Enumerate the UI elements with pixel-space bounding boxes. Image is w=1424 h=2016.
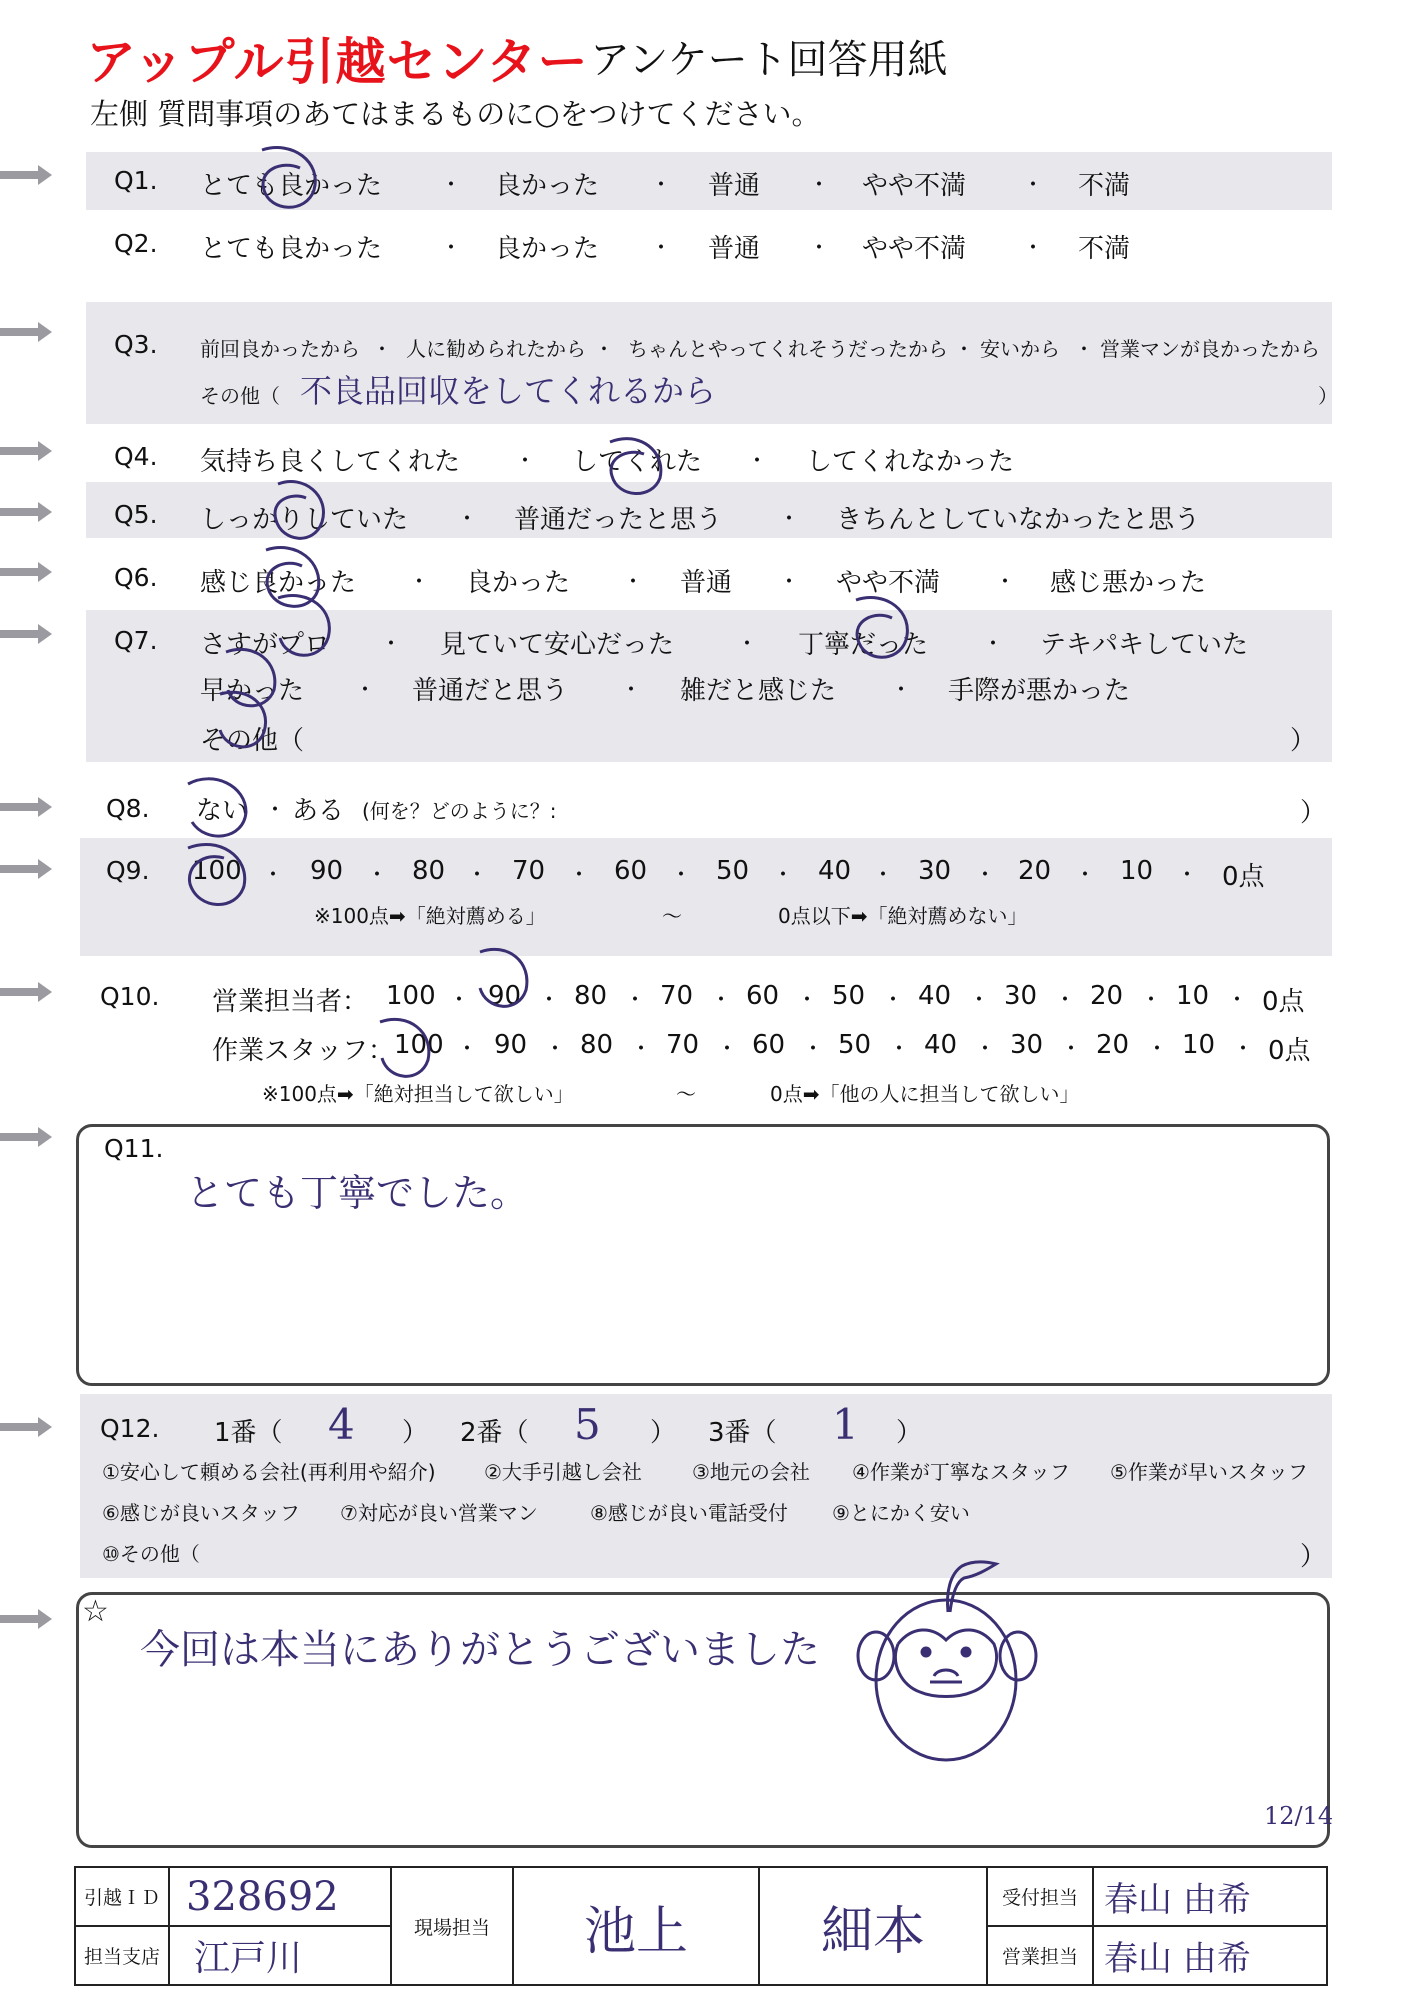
separator: ・ — [1146, 1037, 1169, 1062]
separator: ・ — [1054, 988, 1077, 1013]
q10-staff-score[interactable]: 40 — [924, 1030, 958, 1060]
q6-option[interactable]: やや不満 — [836, 568, 941, 598]
q8-close: ） — [1300, 798, 1327, 828]
q3-option[interactable]: ちゃんとやってくれそうだったから — [628, 337, 948, 361]
q3-other-answer[interactable]: 不良品回収をしてくれるから — [300, 372, 717, 410]
separator: ・ — [888, 1037, 911, 1062]
q12-rank2-close: ） — [650, 1418, 677, 1448]
circle-mark — [275, 482, 323, 539]
q10-number: Q10. — [100, 982, 160, 1011]
site-staff1: 池上 — [583, 1901, 688, 1962]
separator: ・ — [440, 236, 463, 261]
separator: ・ — [772, 863, 795, 888]
separator: ・ — [456, 507, 479, 532]
separator: ・ — [1022, 173, 1045, 198]
separator: ・ — [954, 337, 974, 361]
separator: ・ — [746, 449, 769, 474]
q8-option-none[interactable]: ない — [196, 796, 249, 826]
separator: ・ — [802, 1037, 825, 1062]
separator: ・ — [372, 337, 392, 361]
q10-sales-score[interactable]: 60 — [746, 981, 780, 1011]
q1-number: Q1. — [114, 166, 158, 195]
q6-option[interactable]: 感じ良かった — [200, 568, 357, 598]
q6-number: Q6. — [114, 563, 158, 592]
q10-sales-score[interactable]: 80 — [574, 981, 608, 1011]
q2-number: Q2. — [114, 229, 158, 258]
circle-mark — [480, 949, 527, 1006]
q10-staff-score[interactable]: 70 — [666, 1030, 700, 1060]
q8-detail-label: (何を？どのように？: — [362, 799, 557, 823]
circle-mark — [188, 779, 249, 836]
q1-option[interactable]: 不満 — [1078, 171, 1131, 201]
separator: ・ — [710, 988, 733, 1013]
q1-option[interactable]: 普通 — [708, 171, 761, 201]
form-title: アンケート回答用紙 — [590, 37, 948, 83]
q4-number: Q4. — [114, 442, 158, 471]
separator: ・ — [974, 1037, 997, 1062]
q10-sales-score[interactable]: 10 — [1176, 981, 1210, 1011]
q10-sales-score[interactable]: 70 — [660, 981, 694, 1011]
q12-choice: ③地元の会社 — [692, 1460, 810, 1484]
q3-number: Q3. — [114, 330, 158, 359]
separator: ・ — [778, 570, 801, 595]
separator: ・ — [262, 863, 285, 888]
q6-option[interactable]: 普通 — [680, 568, 733, 598]
separator: ・ — [650, 173, 673, 198]
q12-choice: ⑦対応が良い営業マン — [340, 1501, 538, 1525]
separator: ・ — [778, 507, 801, 532]
circle-mark — [262, 148, 315, 208]
q11-number: Q11. — [104, 1134, 164, 1163]
separator: ・ — [796, 988, 819, 1013]
separator: ・ — [1074, 863, 1097, 888]
separator: ・ — [968, 988, 991, 1013]
q10-staff-score[interactable]: 90 — [494, 1030, 528, 1060]
q1-option[interactable]: 良かった — [495, 171, 600, 201]
q9-note-left: ※100点➡「絶対薦める」 — [314, 904, 546, 928]
q12-rank1[interactable]: 4 — [328, 1400, 355, 1449]
separator: ・ — [448, 988, 471, 1013]
q10-staff-score[interactable]: 0点 — [1268, 1036, 1311, 1066]
q12-choice: ①安心して頼める会社(再利用や紹介) — [102, 1460, 436, 1484]
circle-mark — [610, 439, 661, 494]
q10-note-mid: 〜 — [676, 1082, 696, 1106]
separator: ・ — [408, 570, 431, 595]
q10-sales-score[interactable]: 100 — [386, 981, 436, 1011]
separator: ・ — [366, 863, 389, 888]
q4-option[interactable]: してくれた — [572, 447, 703, 477]
circle-mark — [856, 598, 907, 658]
brand-logo: アップル引越センター — [86, 33, 589, 91]
q12-rank3-close: ） — [896, 1418, 923, 1448]
q10-staff-score[interactable]: 20 — [1096, 1030, 1130, 1060]
separator: ・ — [466, 863, 489, 888]
q6-option[interactable]: 良かった — [466, 568, 571, 598]
q9-score[interactable]: 90 — [310, 856, 344, 886]
separator: ・ — [808, 173, 831, 198]
q9-score[interactable]: 100 — [192, 856, 242, 886]
q10-staff-score[interactable]: 50 — [838, 1030, 872, 1060]
separator: ・ — [808, 236, 831, 261]
q10-note-right: 0点➡「他の人に担当して欲しい」 — [770, 1082, 1080, 1106]
q7-option[interactable]: 早かった — [200, 676, 305, 706]
q9-score[interactable]: 50 — [716, 856, 750, 886]
q12-rank1-close: ） — [402, 1418, 429, 1448]
q12-other-close: ） — [1300, 1542, 1327, 1572]
q12-choice: ⑥感じが良いスタッフ — [102, 1501, 300, 1525]
q8-number: Q8. — [106, 794, 150, 823]
q12-rank2-label: 2番（ — [460, 1418, 529, 1448]
q5-option[interactable]: 普通だったと思う — [514, 505, 723, 535]
q12-rank2[interactable]: 5 — [574, 1400, 601, 1449]
separator: ・ — [1176, 863, 1199, 888]
q9-score[interactable]: 60 — [614, 856, 648, 886]
q12-rank1-label: 1番（ — [214, 1418, 283, 1448]
q9-number: Q9. — [106, 856, 150, 885]
star-icon: ☆ — [82, 1594, 109, 1629]
separator: ・ — [670, 863, 693, 888]
separator: ・ — [594, 337, 614, 361]
separator: ・ — [354, 678, 377, 703]
q6-option[interactable]: 感じ悪かった — [1050, 568, 1207, 598]
separator: ・ — [736, 632, 759, 657]
separator: ・ — [544, 1037, 567, 1062]
q12-choice: ⑧感じが良い電話受付 — [590, 1501, 788, 1525]
q7-option[interactable]: さすがプロ — [200, 630, 331, 660]
q9-note-right: 0点以下➡「絶対薦めない」 — [778, 904, 1028, 928]
separator: ・ — [1226, 988, 1249, 1013]
q7-option[interactable]: 普通だと思う — [412, 676, 569, 706]
q10-sales-score[interactable]: 40 — [918, 981, 952, 1011]
q7-option[interactable]: 見ていて安心だった — [440, 630, 675, 660]
q7-other-label: その他（ — [200, 726, 305, 756]
q7-option[interactable]: 丁寧だった — [798, 630, 929, 660]
branch: 江戸川 — [194, 1938, 303, 1979]
separator: ・ — [264, 798, 287, 823]
q2-option[interactable]: 良かった — [495, 234, 600, 264]
q10-sales-score[interactable]: 30 — [1004, 981, 1038, 1011]
separator: ・ — [994, 570, 1017, 595]
site-staff2: 細本 — [820, 1901, 925, 1962]
branch-label: 担当支店 — [75, 1926, 169, 1985]
separator: ・ — [514, 449, 537, 474]
q12-rank3-label: 3番（ — [708, 1418, 777, 1448]
q8-option-some[interactable]: ある — [292, 796, 345, 826]
separator: ・ — [624, 988, 647, 1013]
separator: ・ — [622, 570, 645, 595]
q10-sales-score[interactable]: 90 — [488, 981, 522, 1011]
separator: ・ — [1060, 1037, 1083, 1062]
separator: ・ — [890, 678, 913, 703]
q9-score[interactable]: 80 — [412, 856, 446, 886]
q7-option[interactable]: 手際が悪かった — [948, 676, 1131, 706]
separator: ・ — [872, 863, 895, 888]
q9-score[interactable]: 30 — [918, 856, 952, 886]
q7-other-close: ） — [1290, 726, 1317, 756]
separator: ・ — [538, 988, 561, 1013]
separator: ・ — [456, 1037, 479, 1062]
separator: ・ — [1140, 988, 1163, 1013]
separator: ・ — [440, 173, 463, 198]
site-label: 現場担当 — [391, 1867, 513, 1985]
separator: ・ — [716, 1037, 739, 1062]
circle-mark — [220, 692, 266, 747]
q3-option[interactable]: 前回良かったから — [200, 337, 360, 361]
q12-number: Q12. — [100, 1414, 160, 1443]
comment-text[interactable]: 今回は本当にありがとうございました — [140, 1627, 820, 1673]
q12-choice: ⑨とにかく安い — [832, 1501, 970, 1525]
q4-option[interactable]: 気持ち良くしてくれた — [200, 447, 461, 477]
q9-note-mid: 〜 — [662, 904, 682, 928]
q1-option[interactable]: とても良かった — [200, 171, 383, 201]
q10-sales-score[interactable]: 50 — [832, 981, 866, 1011]
q10-staff-score[interactable]: 30 — [1010, 1030, 1044, 1060]
q10-sales-label: 営業担当者： — [212, 987, 369, 1017]
instruction: 左側 質問事項のあてはまるものに○をつけてください。 — [90, 97, 821, 131]
sales-label: 営業担当 — [987, 1926, 1093, 1985]
q12-choice: ②大手引越し会社 — [484, 1460, 642, 1484]
q3-other-label: その他（ — [200, 384, 280, 408]
separator: ・ — [1022, 236, 1045, 261]
separator: ・ — [620, 678, 643, 703]
q9-score[interactable]: 70 — [512, 856, 546, 886]
q10-staff-score[interactable]: 10 — [1182, 1030, 1216, 1060]
q9-score[interactable]: 10 — [1120, 856, 1154, 886]
comment-date: 12/14 — [1264, 1802, 1334, 1830]
separator: ・ — [650, 236, 673, 261]
q10-sales-score[interactable]: 20 — [1090, 981, 1124, 1011]
sales: 春山 由希 — [1104, 1939, 1251, 1979]
q11-answer[interactable]: とても丁寧でした。 — [186, 1171, 529, 1215]
q12-other-label: ⑩その他（ — [102, 1542, 200, 1566]
q9-score[interactable]: 0点 — [1222, 862, 1265, 892]
reception: 春山 由希 — [1104, 1880, 1251, 1920]
separator: ・ — [630, 1037, 653, 1062]
q9-score[interactable]: 20 — [1018, 856, 1052, 886]
q10-sales-score[interactable]: 0点 — [1262, 987, 1305, 1017]
separator: ・ — [982, 632, 1005, 657]
separator: ・ — [974, 863, 997, 888]
q3-option[interactable]: 安いから — [980, 337, 1060, 361]
move-id: 328692 — [186, 1873, 339, 1920]
separator: ・ — [1074, 337, 1094, 361]
q10-staff-score[interactable]: 100 — [394, 1030, 444, 1060]
q12-rank3[interactable]: 1 — [832, 1400, 859, 1449]
q10-staff-score[interactable]: 80 — [580, 1030, 614, 1060]
circle-mark — [380, 1019, 429, 1076]
q10-note-left: ※100点➡「絶対担当して欲しい」 — [262, 1082, 574, 1106]
q3-option[interactable]: 人に勧められたから — [406, 337, 586, 361]
reception-label: 受付担当 — [987, 1867, 1093, 1926]
q12-choice: ④作業が丁寧なスタッフ — [852, 1460, 1070, 1484]
q2-option[interactable]: 普通 — [708, 234, 761, 264]
q7-option[interactable]: 雑だと感じた — [680, 676, 837, 706]
q10-staff-label: 作業スタッフ： — [212, 1036, 395, 1066]
q12-choice: ⑤作業が早いスタッフ — [1110, 1460, 1308, 1484]
separator: ・ — [568, 863, 591, 888]
q5-number: Q5. — [114, 500, 158, 529]
q2-option[interactable]: 不満 — [1078, 234, 1131, 264]
q7-number: Q7. — [114, 626, 158, 655]
circle-mark — [266, 548, 319, 607]
circle-mark — [188, 844, 245, 904]
separator: ・ — [1232, 1037, 1255, 1062]
separator: ・ — [380, 632, 403, 657]
move-id-label: 引越ＩＤ — [75, 1867, 169, 1926]
q1-option[interactable]: やや不満 — [862, 171, 967, 201]
q7-option[interactable]: テキパキしていた — [1040, 630, 1249, 660]
q2-option[interactable]: とても良かった — [200, 234, 383, 264]
q10-staff-score[interactable]: 60 — [752, 1030, 786, 1060]
q3-other-close: ） — [1318, 384, 1338, 408]
q4-option[interactable]: してくれなかった — [806, 447, 1015, 477]
q5-option[interactable]: きちんとしていなかったと思う — [836, 505, 1201, 535]
separator: ・ — [882, 988, 905, 1013]
q3-option[interactable]: 営業マンが良かったから — [1100, 337, 1320, 361]
q5-option[interactable]: しっかりしていた — [200, 505, 409, 535]
q9-score[interactable]: 40 — [818, 856, 852, 886]
q2-option[interactable]: やや不満 — [862, 234, 967, 264]
